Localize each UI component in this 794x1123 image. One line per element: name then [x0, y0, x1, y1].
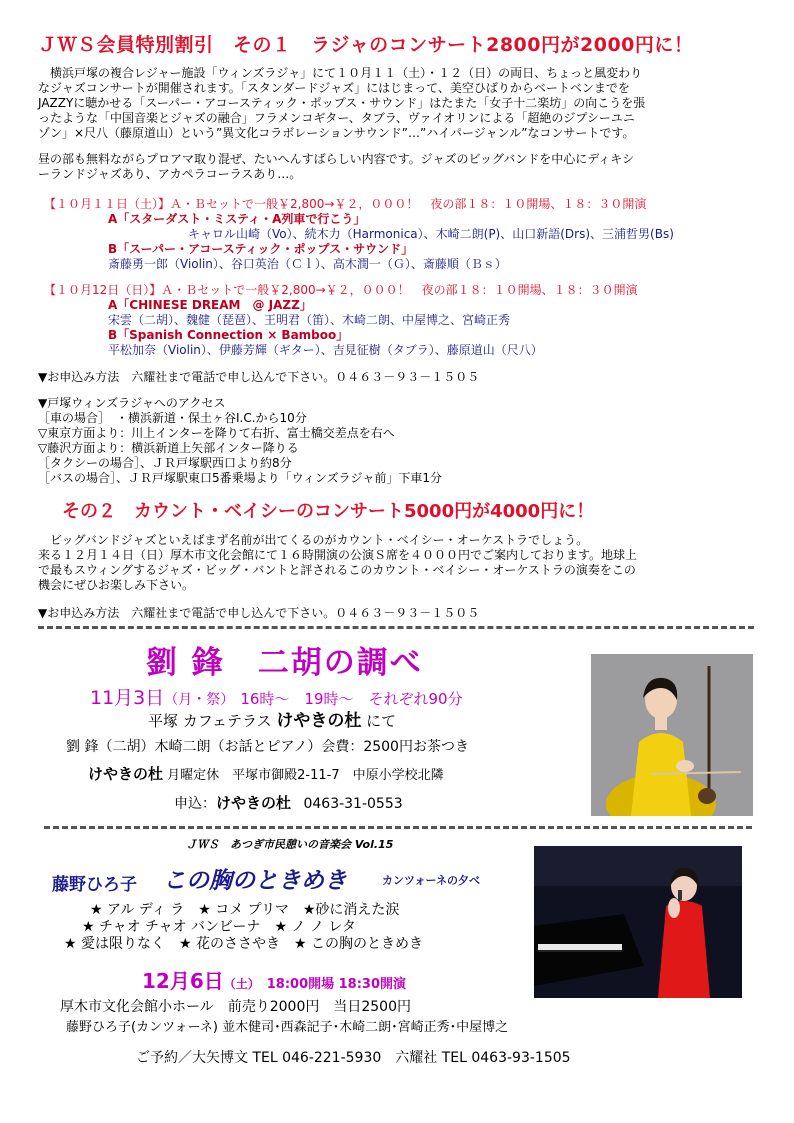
day2-set-b-members: 平松加奈（Violin）、伊藤芳輝（ギター）、吉見征樹（タブラ）、藤原道山（尺八） [108, 343, 543, 357]
text-line: 昼の部も無料ながらプロアマ取り混ぜ、たいへんすばらしい内容です。ジャズのビッグバンドを中心にディキシ [38, 152, 635, 166]
song-line: ★ 愛は限りなく ★ 花のささやき ★ この胸のときめき [64, 936, 424, 952]
section1-intro [38, 66, 645, 141]
text-line: 来る１２月１４日（日）厚木市文化会館にて１６時開演の公演Ｓ席を４０００円でご案内しております。地球上 [38, 548, 638, 562]
venue-suffix: にて [366, 712, 397, 730]
event-day: （月・祭） [164, 692, 235, 708]
artist-name: 藤野ひろ子 [52, 875, 137, 895]
day1-set-b-title: B「スーパー・アコースティック・ポップス・サウンド」 [108, 242, 414, 256]
day2-set-b-title: B「Spanish Connection × Bamboo」 [108, 328, 349, 342]
day2-set-a-members: 宋雲（二胡）、魏健（琵琶）、王明君（笛）、木崎二朗、中屋博之、宮崎正秀 [108, 313, 511, 327]
event-times: 16時～ 19時～ それぞれ90分 [240, 690, 463, 708]
section1-daytime [38, 152, 634, 182]
access-info [38, 396, 442, 486]
section2-apply: ▼お申込み方法 六耀社まで電話で申し込んで下さい。０４６３－９３－１５０５ [38, 606, 480, 620]
section3-venue [148, 706, 396, 731]
info-details: 月曜定休 平塚市御殿2-11-7 中原小学校北隣 [167, 768, 444, 783]
erhu-player-illustration [591, 654, 753, 816]
venue-name: けやきの杜 [276, 711, 362, 731]
erhu-player-photo [591, 654, 753, 816]
text-line: ［タクシーの場合］、ＪＲ戸塚駅西口より約8分 [38, 456, 292, 470]
performer-list: 藤野ひろ子(カンツォーネ) 並木健司･西森記子･木崎二朗･宮崎正秀･中屋博之 [66, 1020, 509, 1035]
event-times: 18:00開場 18:30開演 [266, 977, 407, 992]
event-date: 12月6日 [142, 969, 224, 993]
concert-title: この胸のときめき [163, 868, 347, 894]
section3-title: 劉 鋒 二胡の調べ [146, 645, 423, 681]
text-line: ーランドジャズあり、アカペラコーラスあり…。 [38, 167, 302, 181]
event-dow: （土） [223, 977, 260, 991]
event-date: 11月3日 [90, 687, 165, 709]
section3-apply [174, 792, 403, 813]
day1-set-a-title: A「スターダスト・ミスティ・A列車で行こう」 [108, 212, 366, 226]
day1-header: 【１０月１１日（土）】Ａ・Ｂセットで一般￥2,800→￥２，０００！ 夜の部１８：１０開場、１８：３０開演 [44, 197, 647, 211]
venue-prefix: 平塚 カフェテラス [148, 712, 272, 730]
section3-performers: 劉 鋒（二胡）木崎二朗（お話とピアノ）会費：2500円お茶つき [66, 739, 469, 755]
song-list [64, 902, 423, 953]
divider [44, 826, 752, 829]
concert-subtitle: カンツォーネの夕べ [382, 874, 481, 887]
apply-tel: 0463-31-0553 [303, 796, 403, 812]
day2-set-a-title: A「CHINESE DREAM @ JAZZ」 [108, 298, 312, 312]
day1-set-b-members: 斎藤勇一郎（Violin）、谷口英治（Ｃｌ）、高木潤一（Ｇ）、斎藤順（Ｂｓ） [108, 257, 507, 271]
section1-apply: ▼お申込み方法 六耀社まで電話で申し込んで下さい。０４６３－９３－１５０５ [38, 370, 480, 384]
text-line: ［車の場合］ ・横浜新道・保土ヶ谷I.C.から10分 [38, 411, 307, 425]
section1-title: ＪＷＳ会員特別割引 その１ ラジャのコンサート2800円が2000円に！ [38, 34, 694, 56]
text-line: ▽東京方面より：川上インターを降りて右折、富士橋交差点を右へ [38, 426, 395, 440]
text-line: ［バスの場合］、ＪＲ戸塚駅東口5番乗場より「ウィンズラジャ前」下車1分 [38, 471, 442, 485]
section4-schedule [142, 965, 406, 994]
section2-title: その２ カウント・ベイシーのコンサート5000円が4000円に！ [62, 501, 595, 522]
apply-venue-name: けやきの杜 [216, 794, 292, 812]
divider [38, 626, 754, 629]
section3-info [88, 763, 444, 784]
info-venue-name: けやきの杜 [88, 765, 164, 783]
venue-price: 厚木市文化会館小ホール 前売り2000円 当日2500円 [60, 999, 411, 1015]
day1-set-a-members: キャロル山崎（Vo）、続木力（Harmonica）、木崎二朗(P)、山口新語(Drs)、三浦哲男(Bs) [188, 227, 674, 241]
singer-illustration [534, 846, 742, 998]
section2-body [38, 533, 637, 593]
text-line: ったような「中国音楽とジャズの融合」フラメンコギター、タブラ、ヴァイオリンによる「超絶のジプシーユニ [38, 111, 635, 125]
text-line: ビッグバンドジャズといえばまず名前が出てくるのがカウント・ベイシー・オーケストラでしょう。 [38, 533, 589, 547]
reservation-contact: ご予約／大矢博文 TEL 046-221-5930 六耀社 TEL 0463-93-1505 [136, 1050, 571, 1066]
apply-prefix: 申込： [174, 796, 216, 812]
song-line: ★ チャオ チャオ バンビーナ ★ ノ ノ レタ [82, 919, 356, 935]
concert-series: ＪＷＳ あつぎ市民憩いの音楽会 Vol.15 [186, 838, 394, 851]
day2-header: 【１０月12日（日）】Ａ・Ｂセットで一般￥2,800→￥２，０００！ 夜の部１８：１０開場、１８：３０開演 [44, 283, 638, 297]
text-line: ▼戸塚ウィンズラジャへのアクセス [38, 396, 226, 410]
text-line: JAZZYに聴かせる「スーパー・アコースティック・ポップス・サウンド」はたまた「女子十二楽坊」の向こうを張 [38, 96, 646, 110]
singer-photo [534, 846, 742, 998]
text-line: 機会にぜひお楽しみ下さい。 [38, 578, 195, 592]
text-line: で最もスウィングするジャズ・ビッグ・バントと評されるこのカウント・ベイシー・オーケストラの演奏をこの [38, 563, 636, 577]
text-line: 横浜戸塚の複合レジャー施設「ウィンズラジャ」にて１０月１１（土）・１２（日）の両日、ちょっと風変わり [38, 66, 643, 80]
song-line: ★ アル ディ ラ ★ コメ プリマ ★砂に消えた涙 [90, 902, 400, 918]
text-line: ▽藤沢方面より：横浜新道上矢部インター降りる [38, 441, 299, 455]
text-line: なジャズコンサートが開催されます。「スタンダードジャズ」にはじまって、美空ひばりからベートベンまでを [38, 81, 630, 95]
text-line: ゾン」×尺八（藤原道山）という”異文化コラボレーションサウンド”…”ハイパージャンル”なコンサートです。 [38, 126, 635, 140]
